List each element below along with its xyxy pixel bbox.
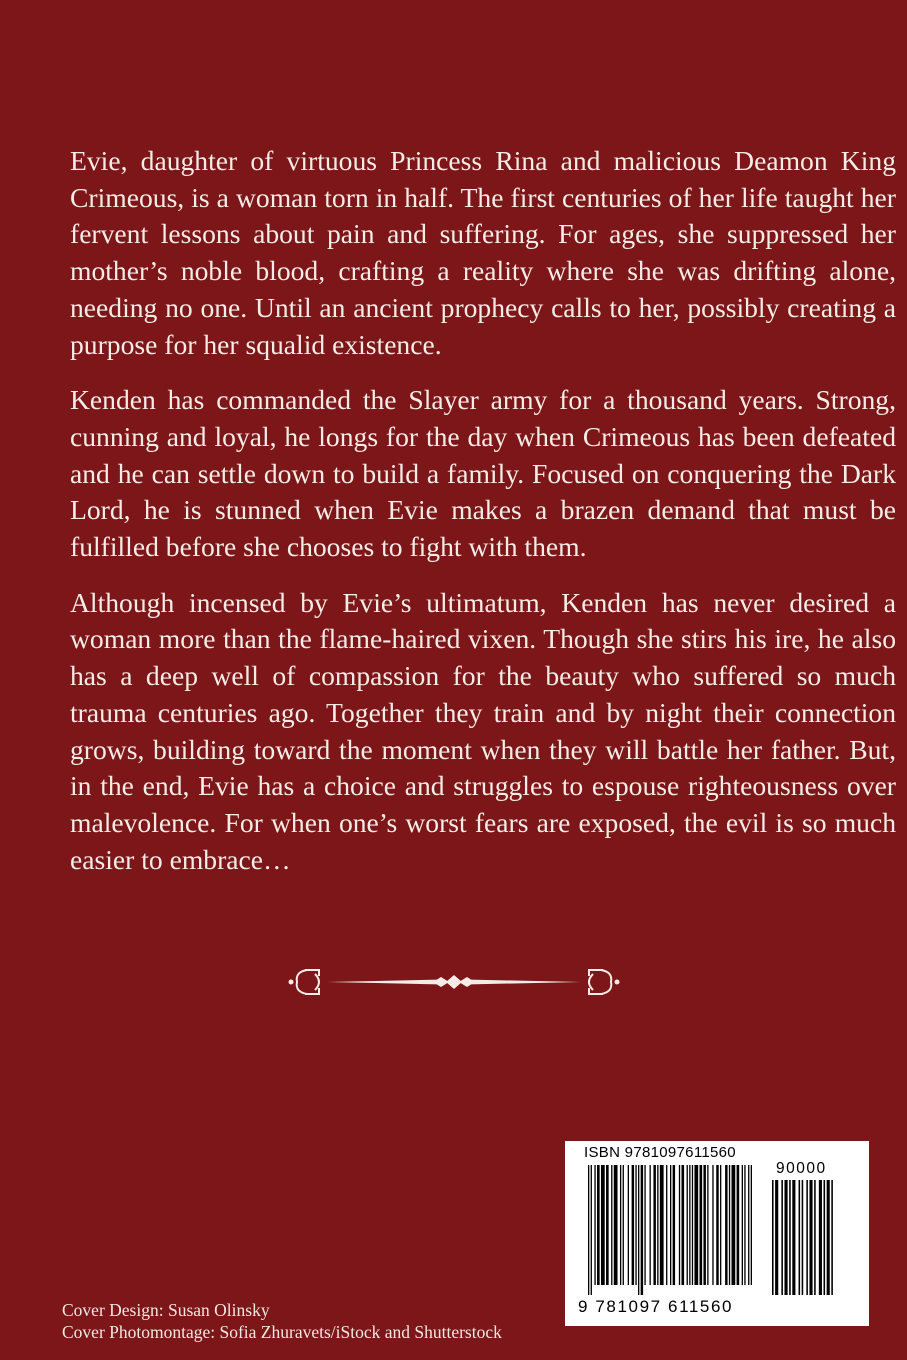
blurb-paragraph-1: Evie, daughter of virtuous Princess Rina and malicious Deamon King Crimeous, is a woman torn in half. The first centuries of her life taught her fervent lessons about pain and suffering. For ages, she suppressed her mother’s noble blood, crafting a reality where she was drifting alone, needing no one. Until an ancient prophecy calls to her, possibly creating a purpose for her squalid existence. [70,145,896,360]
blurb-paragraph-3: Although incensed by Evie’s ultimatum, Kenden has never desired a woman more than the flame-haired vixen. Though she stirs his ire, he also has a deep well of compassion for the beauty who suffered so much trauma centuries ago. Together they train and by night their connection grows, building toward the moment when they will battle her father. But, in the end, Evie has a choice and struggles to espouse righteousness over malevolence. For when one’s worst fears are exposed, the evil is so much easier to embrace… [70,586,896,875]
blurb-paragraph-2: Kenden has commanded the Slayer army for a thousand years. Strong, cunning and loyal, he longs for the day when Crimeous has been defeated and he can settle down to build a family. Focused on conquering the Dark Lord, he is stunned when Evie makes a brazen demand that must be fulfilled before she chooses to fight with them. [70,384,896,563]
ean-barcode-bars [588,1165,752,1295]
cover-credits [62,1300,502,1343]
isbn-label: ISBN 9781097611560 [584,1144,736,1161]
price-code: 90000 [776,1160,827,1177]
addon-barcode-bars [772,1180,836,1295]
back-cover-blurb [70,143,896,897]
barcode-digits: 9 781097 611560 [578,1297,734,1316]
decorative-divider-ornament [283,964,625,1000]
cover-photomontage-credit: Cover Photomontage: Sofia Zhuravets/iStock and Shutterstock [62,1321,502,1342]
isbn-barcode [565,1141,869,1326]
cover-design-credit: Cover Design: Susan Olinsky [62,1300,270,1320]
